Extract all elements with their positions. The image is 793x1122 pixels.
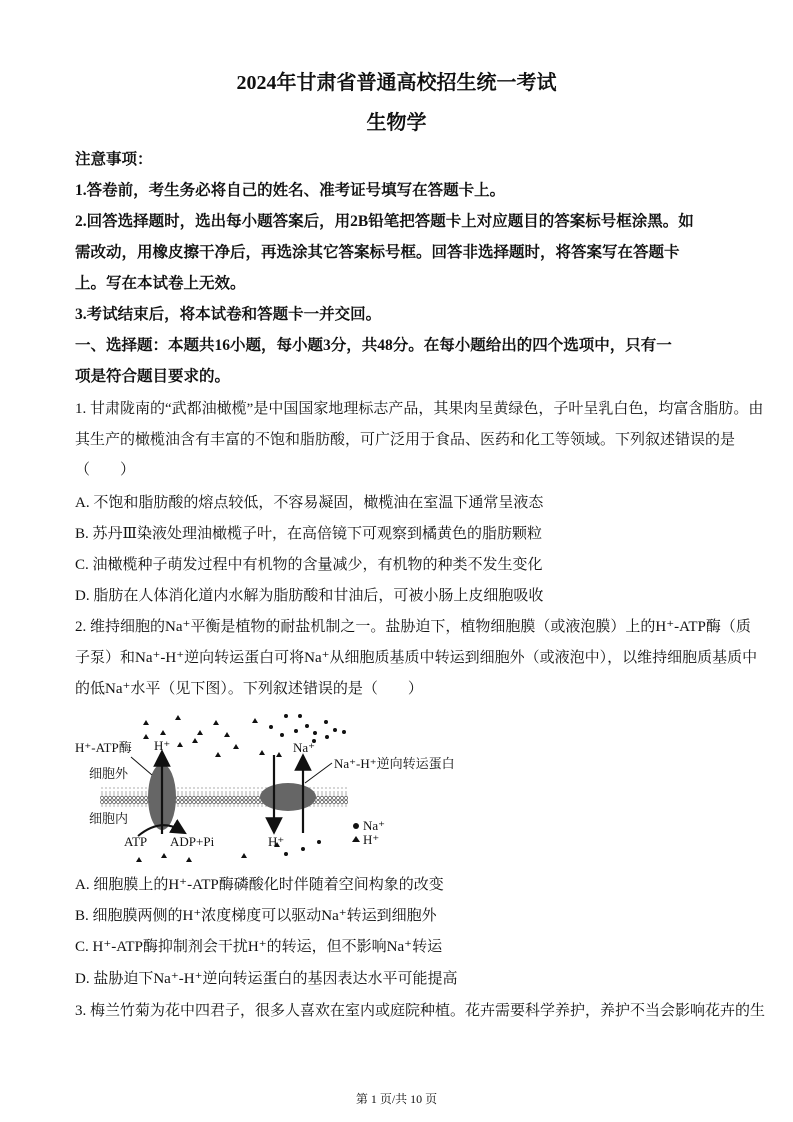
page-footer: 第 1 页/共 10 页 [355,1092,438,1106]
legend-na: Na⁺ [363,818,386,833]
q3-stem: 3. 梅兰竹菊为花中四君子，很多人喜欢在室内或庭院种植。花卉需要科学养护，养护不当会影响花卉的生 [75,1003,766,1019]
h-legend-triangle-icon [352,836,360,842]
label-h-atpase: H⁺-ATP酶 [75,740,132,755]
q1-stem: 其生产的橄榄油含有丰富的不饱和脂肪酸，可广泛用于食品、医药和化工等领域。下列叙述错误的是 [75,432,736,448]
label-h-bottom: H⁺ [268,834,285,849]
q1-option-d: D. 脂肪在人体消化道内水解为脂肪酸和甘油后，可被小肠上皮细胞吸收 [75,588,544,604]
q1-option-c: C. 油橄榄种子萌发过程中有机物的含量减少，有机物的种类不发生变化 [75,557,543,573]
legend-h: H⁺ [363,832,380,847]
label-na-top: Na⁺ [293,740,316,755]
q2-stem: 的低Na⁺水平（见下图）。下列叙述错误的是（ ） [75,681,423,697]
label-antiporter: Na⁺-H⁺逆向转运蛋白 [334,756,455,771]
q2-option-a: A. 细胞膜上的H⁺-ATP酶磷酸化时伴随着空间构象的改变 [75,877,444,893]
q1-stem: （ ） [75,462,136,478]
section-heading: 一、选择题：本题共16小题，每小题3分，共48分。在每小题给出的四个选项中，只有一 [75,337,672,354]
section-heading: 项是符合题目要求的。 [75,368,231,385]
na-legend-dot-icon [353,823,359,829]
exam-title: 2024年甘肃省普通高校招生统一考试 [236,72,557,94]
antiporter-protein [260,783,316,811]
q2-option-b: B. 细胞膜两侧的H⁺浓度梯度可以驱动Na⁺转运到细胞外 [75,908,437,924]
note-line: 需改动，用橡皮擦干净后，再选涂其它答案标号框。回答非选择题时，将答案写在答题卡 [75,244,680,261]
q1-option-a: A. 不饱和脂肪酸的熔点较低，不容易凝固，橄榄油在室温下通常呈液态 [75,495,544,511]
note-line: 3.考试结束后，将本试卷和答题卡一并交回。 [75,306,382,323]
label-inside: 细胞内 [89,811,129,826]
subject-title: 生物学 [366,112,427,134]
note-line: 1.答卷前，考生务必将自己的姓名、准考证号填写在答题卡上。 [75,182,506,199]
label-outside: 细胞外 [89,766,129,781]
label-adp: ADP+Pi [170,834,215,849]
q1-option-b: B. 苏丹Ⅲ染液处理油橄榄子叶，在高倍镜下可观察到橘黄色的脂肪颗粒 [75,526,542,542]
q2-option-c: C. H⁺-ATP酶抑制剂会干扰H⁺的转运，但不影响Na⁺转运 [75,939,443,955]
note-line: 2.回答选择题时，选出每小题答案后，用2B铅笔把答题卡上对应题目的答案标号框涂黑。如 [75,213,694,230]
q2-option-d: D. 盐胁迫下Na⁺-H⁺逆向转运蛋白的基因表达水平可能提高 [75,971,458,987]
q1-stem: 1. 甘肃陇南的“武都油橄榄”是中国国家地理标志产品，其果肉呈黄绿色，子叶呈乳白色，均富含脂肪。由 [75,401,764,417]
q2-stem: 2. 维持细胞的Na⁺平衡是植物的耐盐机制之一。盐胁迫下，植物细胞膜（或液泡膜）上的H⁺-ATP酶（质 [75,619,751,635]
q2-stem: 子泵）和Na⁺-H⁺逆向转运蛋白可将Na⁺从细胞质基质中转运到细胞外（或液泡中），以维持细胞质基质中 [75,650,758,666]
label-h-top: H⁺ [154,738,171,753]
note-line: 上。写在本试卷上无效。 [75,275,246,292]
label-atp: ATP [124,834,148,849]
notes-heading: 注意事项： [75,151,153,168]
